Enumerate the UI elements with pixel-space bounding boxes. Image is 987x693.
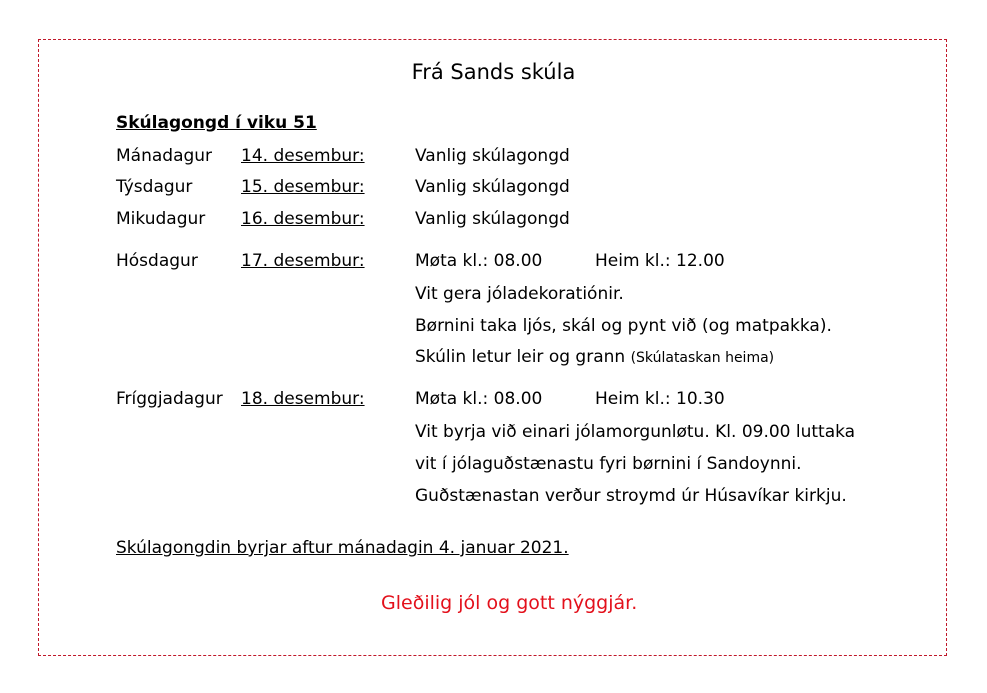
- activity-thursday-1: Vit gera jóladekoratiónir.: [415, 284, 624, 304]
- home-time-thursday: Heim kl.: 12.00: [595, 251, 725, 271]
- schoolbag-note: (Skúlataskan heima): [630, 350, 775, 366]
- activity-wednesday: Vanlig skúlagongd: [415, 209, 570, 229]
- date-friday: 18. desembur:: [241, 389, 365, 409]
- day-name-friday: Fríggjadagur: [116, 389, 223, 409]
- activity-thursday-2: Børnini taka ljós, skál og pynt við (og matpakka).: [415, 316, 832, 336]
- holiday-greeting: Gleðilig jól og gott nýggjár.: [381, 592, 638, 614]
- date-thursday: 17. desembur:: [241, 251, 365, 271]
- activity-friday-3: Guðstænastan verður stroymd úr Húsavíkar kirkju.: [415, 486, 847, 506]
- day-name-monday: Mánadagur: [116, 146, 213, 166]
- meet-time-friday: Møta kl.: 08.00: [415, 389, 543, 409]
- document-title: Frá Sands skúla: [411, 60, 576, 84]
- school-restart-note: Skúlagongdin byrjar aftur mánadagin 4. januar 2021.: [116, 538, 569, 558]
- day-name-thursday: Hósdagur: [116, 251, 198, 271]
- day-name-tuesday: Týsdagur: [116, 177, 193, 197]
- activity-tuesday: Vanlig skúlagongd: [415, 177, 570, 197]
- date-monday: 14. desembur:: [241, 146, 365, 166]
- meet-time-thursday: Møta kl.: 08.00: [415, 251, 543, 271]
- home-time-friday: Heim kl.: 10.30: [595, 389, 725, 409]
- activity-thursday-3-text: Skúlin letur leir og grann: [415, 347, 626, 367]
- date-wednesday: 16. desembur:: [241, 209, 365, 229]
- date-tuesday: 15. desembur:: [241, 177, 365, 197]
- day-name-wednesday: Mikudagur: [116, 209, 206, 229]
- activity-monday: Vanlig skúlagongd: [415, 146, 570, 166]
- activity-friday-2: vit í jólaguðstænastu fyri børnini í Sandoynni.: [415, 454, 802, 474]
- activity-friday-1: Vit byrja við einari jólamorgunløtu. Kl. 09.00 luttaka: [415, 422, 856, 442]
- activity-thursday-3: [415, 347, 774, 367]
- schedule-heading: Skúlagongd í viku 51: [116, 113, 317, 133]
